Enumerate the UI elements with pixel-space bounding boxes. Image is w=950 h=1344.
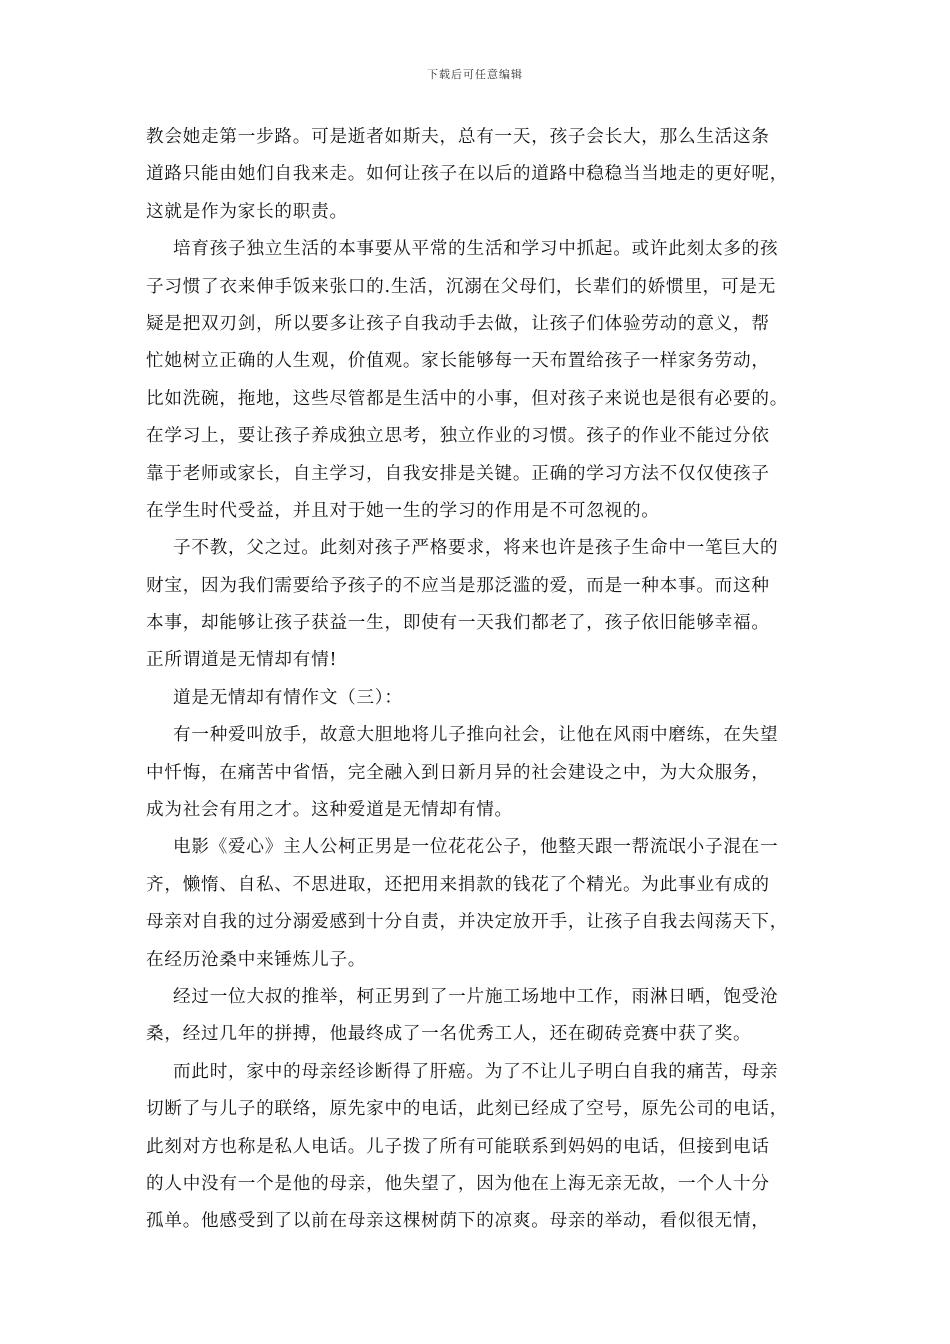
paragraph-first-line: 道是无情却有情作文（三）：	[173, 687, 403, 708]
text-line: 在学习上，要让孩子养成独立思考，独立作业的习惯。孩子的作业不能过分依	[146, 426, 770, 447]
text-line: 财宝，因为我们需要给予孩子的不应当是那泛滥的爱，而是一种本事。而这种	[146, 575, 770, 596]
text-line: 在经历沧桑中来锤炼儿子。	[146, 949, 367, 970]
text-line: 比如洗碗，拖地，这些尽管都是生活中的小事，但对孩子来说也是很有必要的。	[146, 388, 789, 409]
text-line: 在学生时代受益，并且对于她一生的学习的作用是不可忽视的。	[146, 500, 660, 521]
paragraph-first-line: 子不教，父之过。此刻对孩子严格要求，将来也许是孩子生命中一笔巨大的	[173, 538, 779, 559]
page-header: 下载后可任意编辑	[427, 68, 523, 81]
text-line: 忙她树立正确的人生观，价值观。家长能够每一天布置给孩子一样家务劳动，	[146, 351, 770, 372]
paragraph-first-line: 培育孩子独立生活的本事要从平常的生活和学习中抓起。或许此刻太多的孩	[173, 239, 779, 260]
text-line: 正所谓道是无情却有情!	[146, 650, 338, 671]
paragraph-first-line: 经过一位大叔的推举，柯正男到了一片施工场地中工作，雨淋日晒，饱受沧	[173, 986, 779, 1007]
text-line: 切断了与儿子的联络，原先家中的电话，此刻已经成了空号，原先公司的电话，	[146, 1099, 789, 1120]
text-line: 的人中没有一个是他的母亲，他失望了，因为他在上海无亲无故，一个人十分	[146, 1173, 770, 1194]
text-line: 疑是把双刃剑，所以要多让孩子自我动手去做，让孩子们体验劳动的意义，帮	[146, 313, 770, 334]
text-line: 子习惯了衣来伸手饭来张口的.生活，沉溺在父母们，长辈们的娇惯里，可是无	[146, 276, 777, 297]
text-line: 靠于老师或家长，自主学习，自我安排是关键。正确的学习方法不仅仅使孩子	[146, 463, 770, 484]
text-line: 本事，却能够让孩子获益一生，即使有一天我们都老了，孩子依旧能够幸福。	[146, 613, 770, 634]
text-line: 母亲对自我的过分溺爱感到十分自责，并决定放开手，让孩子自我去闯荡天下，	[146, 912, 789, 933]
text-line: 中忏悔，在痛苦中省悟，完全融入到日新月异的社会建设之中，为大众服务，	[146, 762, 770, 783]
text-line: 桑，经过几年的拼搏，他最终成了一名优秀工人，还在砌砖竞赛中获了奖。	[146, 1024, 752, 1045]
text-line: 此刻对方也称是私人电话。儿子拨了所有可能联系到妈妈的电话，但接到电话	[146, 1136, 770, 1157]
text-line: 成为社会有用之才。这种爱道是无情却有情。	[146, 800, 513, 821]
text-line: 这就是作为家长的职责。	[146, 201, 348, 222]
paragraph-first-line: 有一种爱叫放手，故意大胆地将儿子推向社会，让他在风雨中磨练，在失望	[173, 725, 779, 746]
paragraph-first-line: 电影《爱心》主人公柯正男是一位花花公子，他整天跟一帮流氓小子混在一	[173, 837, 779, 858]
text-line: 道路只能由她们自我来走。如何让孩子在以后的道路中稳稳当当地走的更好呢，	[146, 164, 789, 185]
document-body	[146, 119, 836, 1241]
text-line: 齐，懒惰、自私、不思进取，还把用来捐款的钱花了个精光。为此事业有成的	[146, 874, 770, 895]
paragraph-first-line: 而此时，家中的母亲经诊断得了肝癌。为了不让儿子明白自我的痛苦，母亲	[173, 1061, 779, 1082]
text-line: 孤单。他感受到了以前在母亲这棵树荫下的凉爽。母亲的举动，看似很无情，	[146, 1211, 770, 1232]
text-line: 教会她走第一步路。可是逝者如斯夫，总有一天，孩子会长大，那么生活这条	[146, 127, 770, 147]
